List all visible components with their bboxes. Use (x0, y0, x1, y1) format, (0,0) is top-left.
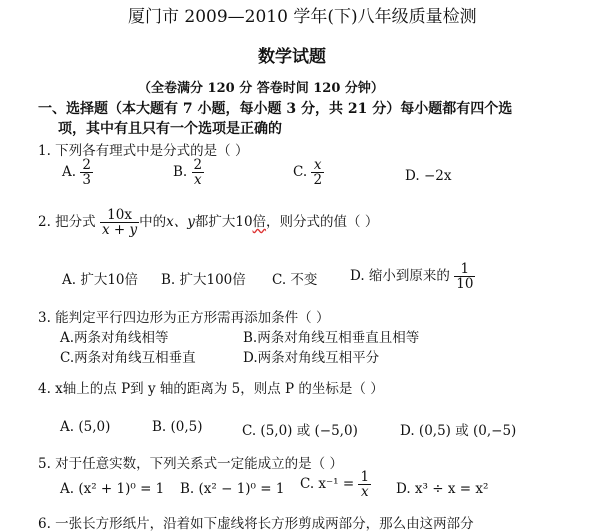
question-6-stem: 6. 一张长方形纸片，沿着如下虚线将长方形剪成两部分，那么由这两部分 (38, 516, 474, 532)
stem-text: 都扩大10 (194, 214, 253, 231)
option-label: D. (405, 168, 420, 184)
stem-text: 2. 把分式 (38, 214, 96, 231)
fraction-denominator: x (192, 172, 205, 187)
question-3-option-b: B.两条对角线互相垂直且相等 (243, 330, 420, 346)
fraction-denominator: x + y (101, 222, 138, 239)
question-5-option-d: D. x³ ÷ x = x² (396, 481, 489, 497)
exam-note: （全卷满分 120 分 答卷时间 120 分钟） (138, 81, 384, 96)
option-label: B. (173, 164, 188, 181)
option-label: C. (293, 164, 308, 181)
section-heading-line1: 一、选择题（本大题有 7 小题，每小题 3 分，共 21 分）每小题都有四个选 (38, 101, 513, 117)
stem-text: 倍 (252, 214, 267, 231)
question-4-stem: 4. x轴上的点 P到 y 轴的距离为 5，则点 P 的坐标是（ ） (38, 381, 384, 397)
question-2-option-d (350, 262, 475, 291)
question-5-option-b: B. (x² − 1)⁰ = 1 (180, 481, 285, 497)
question-3-option-c: C.两条对角线互相垂直 (60, 350, 196, 366)
fraction (100, 208, 139, 237)
fraction-numerator: 10x (107, 207, 132, 223)
fraction (454, 262, 475, 291)
question-2-option-a: A. 扩大10倍 (62, 272, 139, 288)
question-1-option-c (293, 158, 324, 187)
fraction-numerator: x (313, 157, 322, 173)
option-text: −2x (423, 168, 452, 184)
stem-variables: x、y (166, 214, 195, 231)
fraction-numerator: 1 (460, 261, 470, 277)
question-4-option-d: D. (0,5) 或 (0,−5) (400, 423, 517, 439)
question-4-option-c: C. (5,0) 或 (−5,0) (242, 423, 358, 439)
fraction-numerator: 1 (360, 469, 370, 485)
option-text: D. 缩小到原来的 (350, 268, 450, 285)
fraction (358, 470, 371, 499)
fraction-numerator: 2 (193, 157, 203, 173)
question-2-stem (38, 208, 378, 237)
stem-text: 中的 (139, 214, 167, 231)
question-1-option-a (62, 158, 93, 187)
fraction-denominator: x (358, 484, 371, 499)
option-label: A. (62, 164, 77, 181)
question-5-option-a: A. (x² + 1)⁰ = 1 (60, 481, 165, 497)
question-4-option-b: B. (0,5) (152, 419, 203, 435)
question-4-option-a: A. (5,0) (60, 419, 111, 435)
question-3-option-d: D.两条对角线互相平分 (243, 350, 380, 366)
question-5-stem: 5. 对于任意实数，下列关系式一定能成立的是（ ） (38, 456, 343, 472)
fraction (311, 158, 324, 187)
question-3-stem: 3. 能判定平行四边形为正方形需再添加条件（ ） (38, 310, 330, 326)
fraction-numerator: 2 (82, 157, 91, 173)
question-2-option-b: B. 扩大100倍 (161, 272, 246, 288)
fraction-denominator: 2 (313, 172, 323, 189)
question-1-stem: 1. 下列各有理式中是分式的是（ ） (38, 143, 249, 159)
option-text: C. x⁻¹ = (300, 476, 355, 493)
section-heading-line2: 项，其中有且只有一个选项是正确的 (58, 121, 282, 137)
stem-text: ，则分式的值（ ） (266, 214, 379, 231)
exam-title: 厦门市 2009—2010 学年(下)八年级质量检测 (128, 7, 477, 27)
fraction (192, 158, 205, 187)
question-1-option-d (405, 168, 451, 184)
fraction (80, 158, 93, 187)
question-3-option-a: A.两条对角线相等 (60, 330, 169, 346)
subject-title: 数学试题 (258, 47, 326, 67)
question-1-option-b (173, 158, 204, 187)
fraction-denominator: 3 (82, 172, 91, 189)
fraction-denominator: 10 (456, 276, 474, 293)
question-2-option-c: C. 不变 (272, 272, 318, 288)
question-5-option-c (300, 470, 371, 499)
